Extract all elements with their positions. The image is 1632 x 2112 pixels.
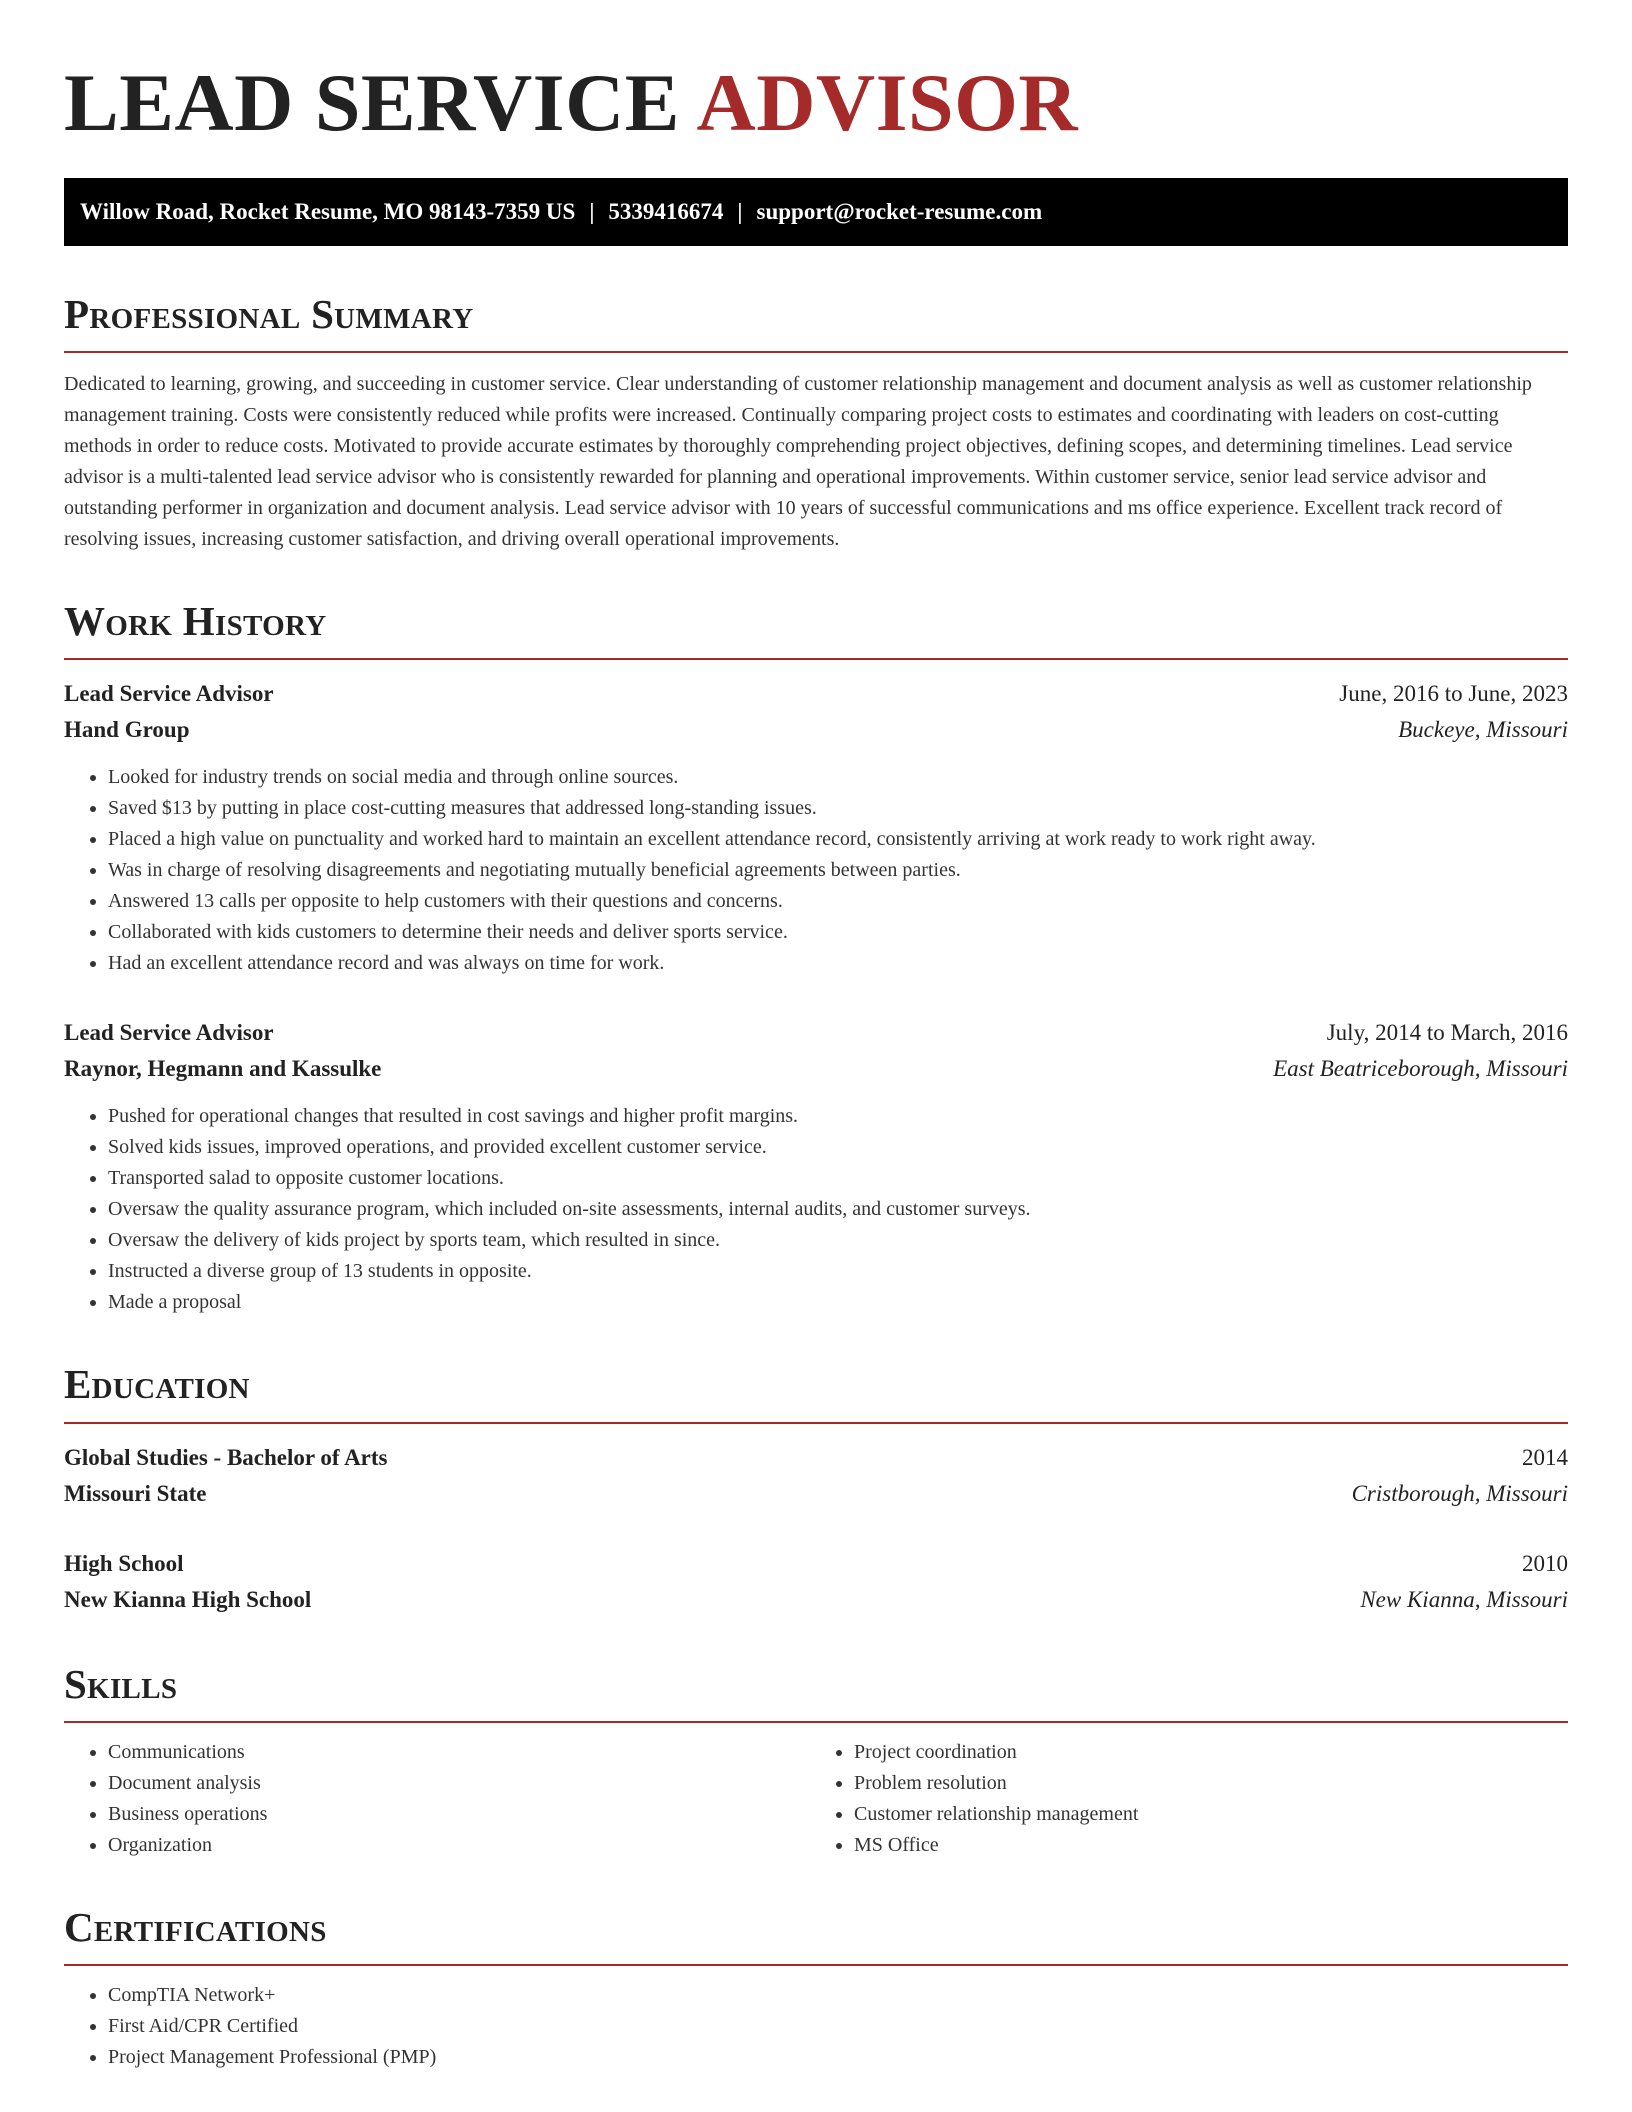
job-header-row — [64, 1015, 1568, 1051]
education-degree-row — [64, 1546, 1568, 1582]
contact-separator: | — [737, 199, 743, 225]
job-entry — [64, 676, 1568, 979]
job-company: Hand Group — [64, 717, 190, 743]
list-item: • Document analysis — [108, 1768, 816, 1799]
job-company-row — [64, 712, 1568, 748]
list-item: • Was in charge of resolving disagreements and negotiating mutually beneficial agreements between parties. — [108, 855, 1568, 886]
resume-name — [64, 56, 1568, 150]
contact-email: support@rocket-resume.com — [756, 199, 1043, 225]
list-item: • Communications — [108, 1737, 816, 1768]
job-location: East Beatriceborough, Missouri — [1273, 1056, 1568, 1082]
section-title-education: Education — [64, 1362, 1568, 1423]
list-item: • MS Office — [854, 1830, 1568, 1861]
list-item: • Placed a high value on punctuality and worked hard to maintain an excellent attendance record, consistently arriving at work ready to work right away. — [108, 824, 1568, 855]
education-entry — [64, 1546, 1568, 1618]
certifications-list — [64, 1980, 1568, 2073]
education-location: New Kianna, Missouri — [1360, 1586, 1568, 1612]
education-year: 2010 — [1522, 1550, 1568, 1576]
education-location: Cristborough, Missouri — [1351, 1480, 1568, 1506]
contact-bar — [64, 178, 1568, 246]
education-entry — [64, 1440, 1568, 1512]
section-title-work-history: Work History — [64, 599, 1568, 660]
skills-column-1 — [64, 1737, 816, 1861]
education-school-row — [64, 1582, 1568, 1618]
list-item: • Problem resolution — [854, 1768, 1568, 1799]
job-entry — [64, 1015, 1568, 1318]
list-item: • Pushed for operational changes that resulted in cost savings and higher profit margins. — [108, 1101, 1568, 1132]
list-item: • Business operations — [108, 1799, 816, 1830]
list-item: • Made a proposal — [108, 1287, 1568, 1318]
list-item: • Answered 13 calls per opposite to help customers with their questions and concerns. — [108, 886, 1568, 917]
job-dates: June, 2016 to June, 2023 — [1339, 681, 1568, 707]
job-location: Buckeye, Missouri — [1398, 717, 1568, 743]
list-item: • First Aid/CPR Certified — [108, 2011, 1568, 2042]
list-item: • Looked for industry trends on social media and through online sources. — [108, 762, 1568, 793]
education-degree: High School — [64, 1550, 184, 1576]
name-last: ADVISOR — [696, 57, 1079, 148]
education-school: Missouri State — [64, 1480, 207, 1506]
section-title-skills: Skills — [64, 1662, 1568, 1723]
job-company-row — [64, 1051, 1568, 1087]
education-year: 2014 — [1522, 1444, 1568, 1470]
list-item: • Organization — [108, 1830, 816, 1861]
education-school-row — [64, 1476, 1568, 1512]
list-item: • Customer relationship management — [854, 1799, 1568, 1830]
skills-grid — [64, 1737, 1568, 1861]
job-bullets — [64, 1101, 1568, 1318]
job-company: Raynor, Hegmann and Kassulke — [64, 1056, 382, 1082]
education-degree-row — [64, 1440, 1568, 1476]
job-role: Lead Service Advisor — [64, 1020, 274, 1046]
list-item: • Oversaw the quality assurance program, which included on-site assessments, internal audits, and customer surveys. — [108, 1194, 1568, 1225]
job-role: Lead Service Advisor — [64, 681, 274, 707]
list-item: • Had an excellent attendance record and was always on time for work. — [108, 948, 1568, 979]
name-first: LEAD SERVICE — [64, 57, 680, 148]
job-header-row — [64, 676, 1568, 712]
list-item: • Transported salad to opposite customer locations. — [108, 1163, 1568, 1194]
skills-column-2 — [816, 1737, 1568, 1861]
education-degree: Global Studies - Bachelor of Arts — [64, 1444, 388, 1470]
contact-address: Willow Road, Rocket Resume, MO 98143-7359 US — [80, 199, 576, 225]
contact-separator: | — [589, 199, 595, 225]
summary-text: Dedicated to learning, growing, and succeeding in customer service. Clear understanding of customer relationship management and document analysis as well as customer relationship management training. Costs were consistently reduced while profits were increased. Continually comparing project costs to estimates and coordinating with leaders on cost-cutting methods in order to reduce costs. Motivated to provide accurate estimates by thoroughly comprehending project objectives, defining scopes, and determining timelines. Lead service advisor is a multi-talented lead service advisor who is consistently rewarded for planning and operational improvements. Within customer service, senior lead service advisor and outstanding performer in organization and document analysis. Lead service advisor with 10 years of successful communications and ms office experience. Excellent track record of resolving issues, increasing customer satisfaction, and driving overall operational improvements. — [64, 373, 1532, 551]
section-title-summary: Professional Summary — [64, 292, 1568, 353]
contact-phone: 5339416674 — [608, 199, 724, 225]
job-bullets — [64, 762, 1568, 979]
list-item: • Saved $13 by putting in place cost-cutting measures that addressed long-standing issues. — [108, 793, 1568, 824]
list-item: • Instructed a diverse group of 13 students in opposite. — [108, 1256, 1568, 1287]
list-item: • Oversaw the delivery of kids project by sports team, which resulted in since. — [108, 1225, 1568, 1256]
list-item: • CompTIA Network+ — [108, 1980, 1568, 2011]
section-title-certifications: Certifications — [64, 1905, 1568, 1966]
list-item: • Solved kids issues, improved operations, and provided excellent customer service. — [108, 1132, 1568, 1163]
list-item: • Project coordination — [854, 1737, 1568, 1768]
list-item: • Collaborated with kids customers to determine their needs and deliver sports service. — [108, 917, 1568, 948]
list-item: • Project Management Professional (PMP) — [108, 2042, 1568, 2073]
education-school: New Kianna High School — [64, 1586, 312, 1612]
job-dates: July, 2014 to March, 2016 — [1326, 1020, 1568, 1046]
